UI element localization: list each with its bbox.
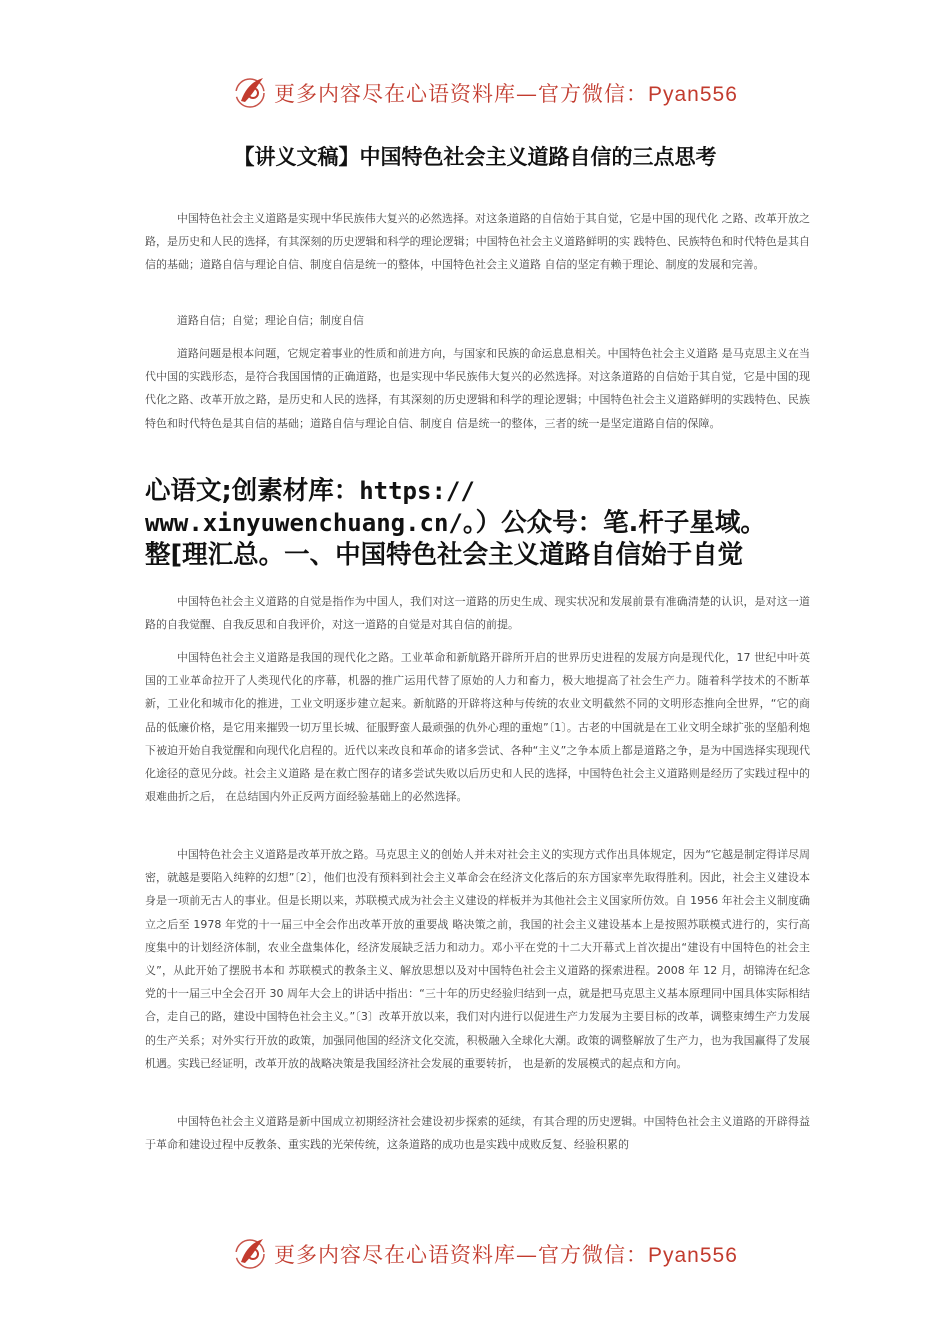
banner-text: 更多内容尽在心语资料库—官方微信：Pyan556 xyxy=(274,1243,738,1267)
section-heading xyxy=(145,475,825,571)
document-title: 【讲义文稿】中国特色社会主义道路自信的三点思考 xyxy=(233,145,717,169)
keywords-line: 道路自信；自觉；理论自信；制度自信 xyxy=(176,314,364,327)
body-paragraph-1: 中国特色社会主义道路的自觉是指作为中国人，我们对这一道路的历史生成、现实状况和发展前景有准确清楚的认识，是对这一道路的自我觉醒、自我反思和自我评价，对这一道路的自觉是对其自信的前提。 xyxy=(145,595,810,632)
heading-line-1: 心语文;创素材库：https:// xyxy=(145,476,475,506)
footer-banner xyxy=(0,1233,950,1273)
body-paragraph-2: 中国特色社会主义道路是我国的现代化之路。工业革命和新航路开辟所开启的世界历史进程的发展方向是现代化，17 世纪中叶英国的工业革命拉开了人类现代化的序幕，机器的推广运用代替了原始的人力和畜力，极大地提高了社会生产力。随着科学技术的不断革新，工业化和城市化的推进，工业文明逐步建立起来。新航路的开辟将这种与传统的农业文明截然不同的文明形态推向全世界，“它的商品的低廉价格，是它用来摧毁一切万里长城、征服野蛮人最顽强的仇外心理的重炮”〔1〕。古老的中国就是在工业文明全球扩张的坚船利炮下被迫开始自我觉醒和向现代化启程的。近代以来改良和革命的诸多尝试、各种“主义”之争本质上都是道路之争，是为中国选择实现现代化途径的意见分歧。社会主义道路 是在救亡图存的诸多尝试失败以后历史和人民的选择，中国特色社会主义道路则是经历了实践过程中的艰难曲折之后， 在总结国内外正反两方面经验基础上的必然选择。 xyxy=(145,651,810,804)
abstract-paragraph: 中国特色社会主义道路是实现中华民族伟大复兴的必然选择。对这条道路的自信始于其自觉，它是中国的现代化 之路、改革开放之路，是历史和人民的选择，有其深刻的历史逻辑和科学的理论逻辑；中国特色社会主义道路鲜明的实 践特色、民族特色和时代特色是其自信的基础；道路自信与理论自信、制度自信是统一的整体，中国特色社会主义道路 自信的坚定有赖于理论、制度的发展和完善。 xyxy=(145,212,810,272)
heading-line-3: 整[理汇总。一、中国特色社会主义道路自信始于自觉 xyxy=(145,540,744,570)
wechat-id: Pyan556 xyxy=(648,83,738,106)
heading-line-2: www.xinyuwenchuang.cn/。）公众号：笔.杆子星域。 xyxy=(145,508,766,538)
logo-icon xyxy=(233,1235,269,1271)
logo-icon xyxy=(233,74,269,110)
body-paragraph-4: 中国特色社会主义道路是新中国成立初期经济社会建设初步探索的延续，有其合理的历史逻辑。中国特色社会主义道路的开辟得益于革命和建设过程中反教条、重实践的光荣传统，这条道路的成功也是实践中成败反复、经验积累的 xyxy=(145,1115,810,1152)
banner-text: 更多内容尽在心语资料库—官方微信：Pyan556 xyxy=(274,82,738,106)
intro-paragraph: 道路问题是根本问题，它规定着事业的性质和前进方向，与国家和民族的命运息息相关。中国特色社会主义道路 是马克思主义在当代中国的实践形态，是符合我国国情的正确道路，也是实现中华民族伟大复兴的必然选择。对这条道路的自信始于其自觉，它是中国的现代化之路、改革开放之路，是历史和人民的选择，有其深刻的历史逻辑和科学的理论逻辑；中国特色社会主义道路鲜明的实践特色、民族特色和时代特色是其自信的基础；道路自信与理论自信、制度自 信是统一的整体，三者的统一是坚定道路自信的保障。 xyxy=(145,347,810,430)
body-paragraph-3: 中国特色社会主义道路是改革开放之路。马克思主义的创始人并未对社会主义的实现方式作出具体规定，因为“它越是制定得详尽周密，就越是要陷入纯粹的幻想”〔2〕，他们也没有预料到社会主义革命会在经济文化落后的东方国家率先取得胜利。因此，社会主义建设本身是一项前无古人的事业。但是长期以来，苏联模式成为社会主义建设的样板并为其他社会主义国家所仿效。自 1956 年社会主义制度确立之后至 1978 年党的十一届三中全会作出改革开放的重要战 略决策之前，我国的社会主义建设基本上是按照苏联模式进行的，实行高度集中的计划经济体制，农业全盘集体化，经济发展缺乏活力和动力。邓小平在党的十二大开幕式上首次提出“建设有中国特色的社会主义”，从此开始了摆脱书本和 苏联模式的教条主义、解放思想以及对中国特色社会主义道路的探索进程。2008 年 12 月，胡锦涛在纪念党的十一届三中全会召开 30 周年大会上的讲话中指出：“三十年的历史经验归结到一点，就是把马克思主义基本原理同中国具体实际相结合，走自己的路，建设中国特色社会主义。”〔3〕改革开放以来，我们对内进行以促进生产力发展为主要目标的改革，调整束缚生产力发展的生产关系；对外实行开放的政策，加强同他国的经济文化交流，积极融入全球化大潮。政策的调整解放了生产力，也为我国赢得了发展机遇。实践已经证明，改革开放的战略决策是我国经济社会发展的重要转折， 也是新的发展模式的起点和方向。 xyxy=(145,848,810,1070)
wechat-id: Pyan556 xyxy=(648,1244,738,1267)
header-banner xyxy=(0,72,950,112)
